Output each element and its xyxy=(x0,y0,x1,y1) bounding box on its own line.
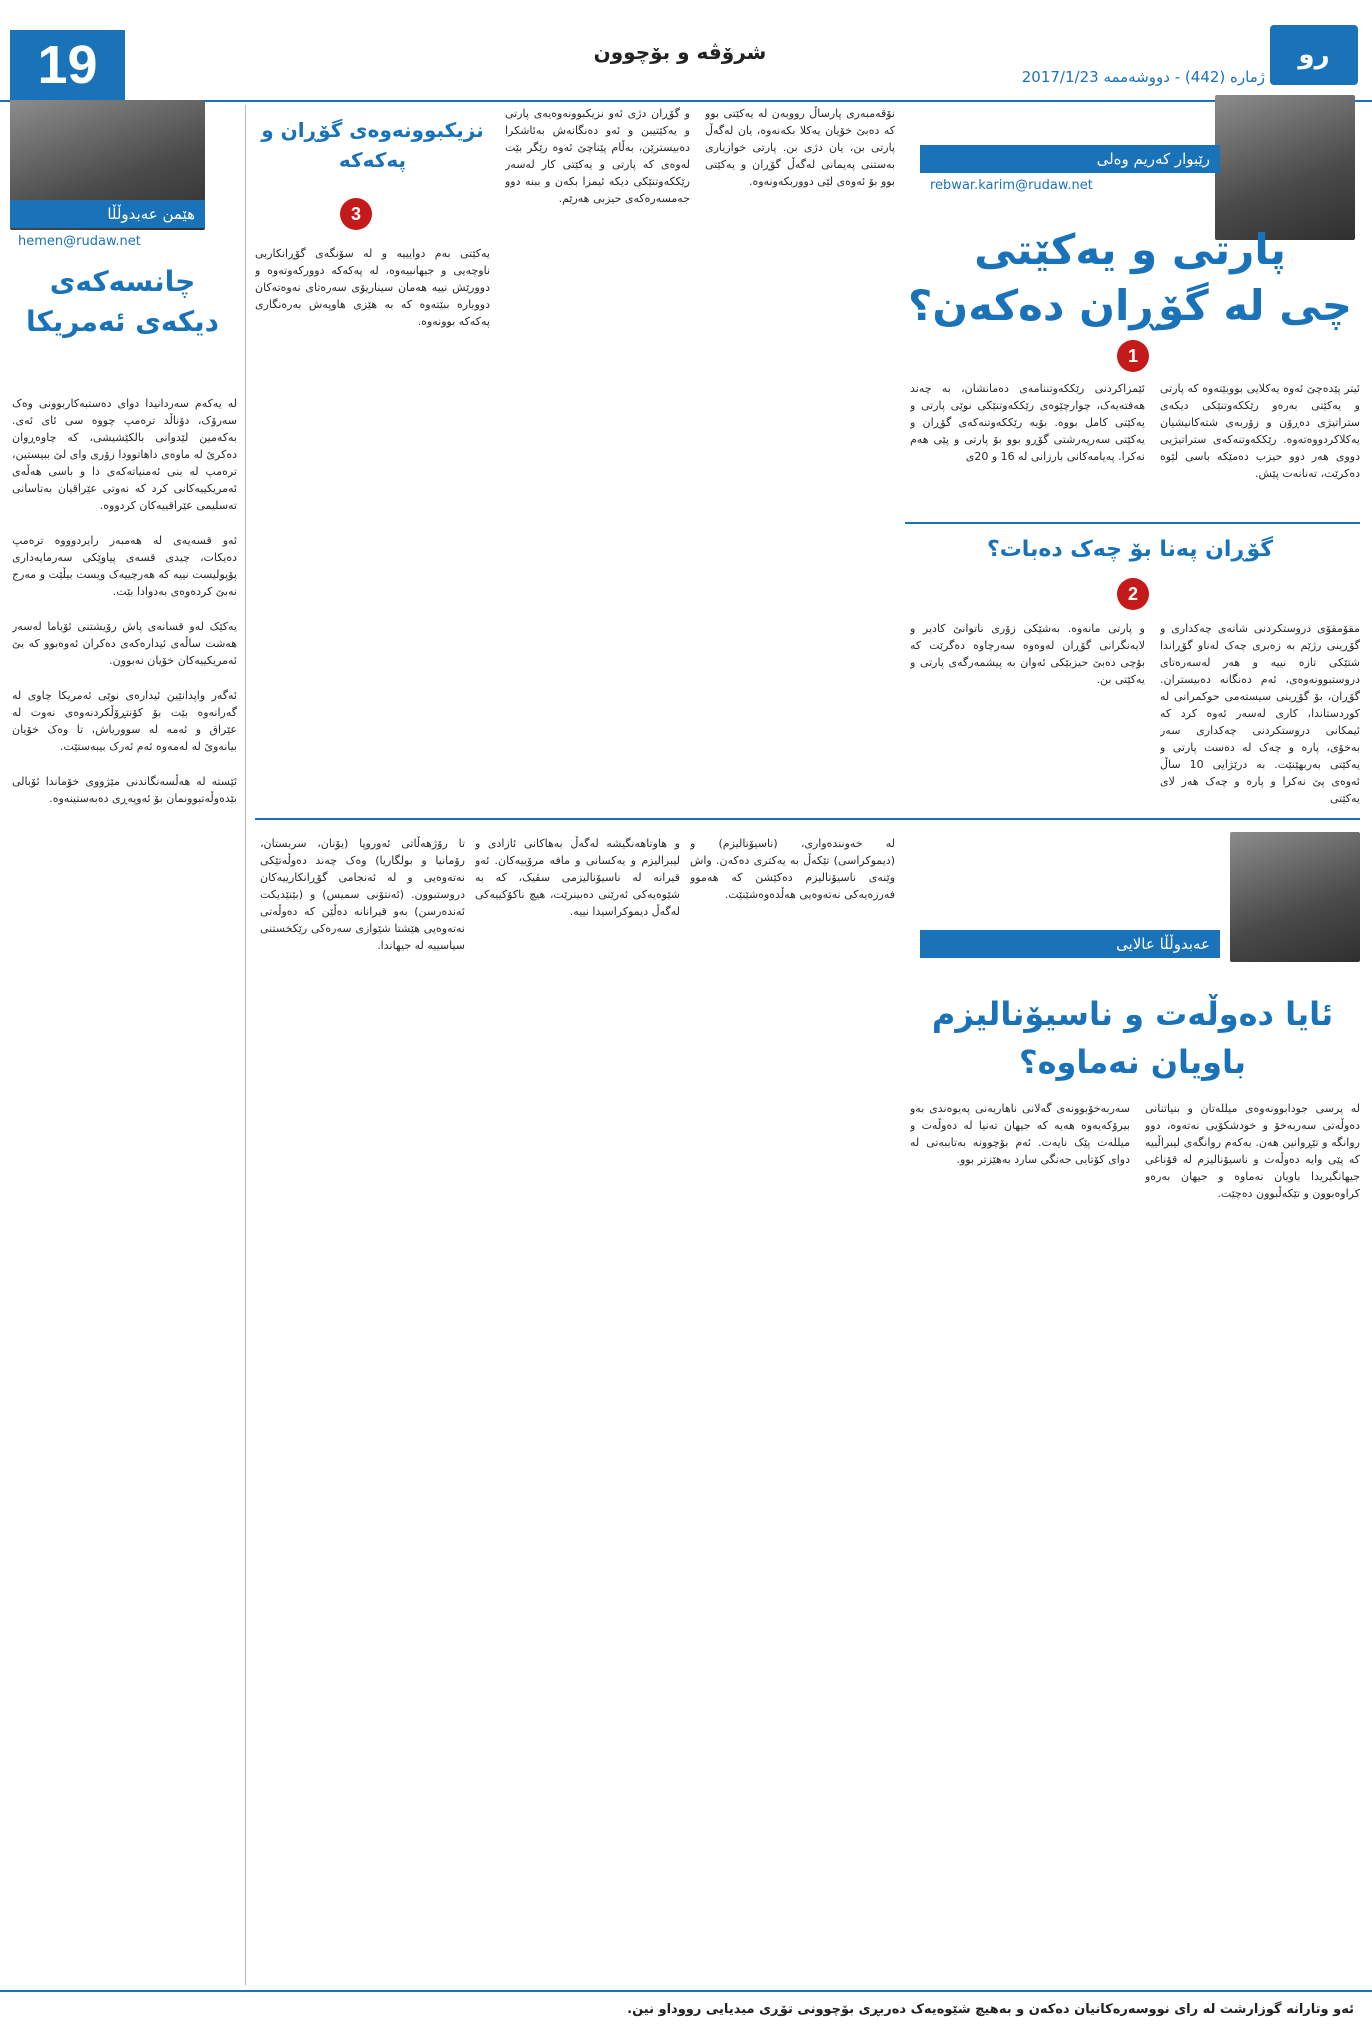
article-number-badge: 1 xyxy=(1117,340,1149,372)
author-photo-abdullah xyxy=(1230,832,1360,962)
author-name-bar: هێمن عەبدوڵڵا xyxy=(10,200,205,228)
article3-col: نۆڤەمبەری پارساڵ رووبەن لە یەکێتی بوو کە دەبێ خۆیان یەکلا بکەنەوە، یان لەگەڵ پارتی بن، یان دژی بن. پارتی خوازیاری بەستنی پەیمانی لەگەڵ گۆڕان و یەکێتی بوو بۆ ئەوەی لێی دووربکەونەوە. xyxy=(705,107,895,188)
author-email[interactable]: rebwar.karim@rudaw.net xyxy=(930,178,1093,193)
section-divider xyxy=(255,818,1360,820)
footer-disclaimer: ئەو وتارانە گوزارشت لە رای نووسەرەکانیان دەکەن و بەهیچ شێوەیەک دەربڕی بۆچوونی تۆڕی میدیایی رووداو نین. xyxy=(0,1990,1372,2034)
page-number: 19 xyxy=(10,30,125,100)
headline-line: باویان نەماوە؟ xyxy=(1019,1043,1246,1081)
article3-col: و گۆڕان دژی ئەو نزیکبوونەوەیەی پارتی و یەکێتیبن و ئەو دەنگانەش بەئاشکرا دەبیسترێن، بەڵام پێناچێ ئەوە رێگر بێت لەوەی کە پارتی و یەکێتی کار لەسەر رێککەوتنێکی دیکە ئیمزا بکەن و ببنە دوو جەمسەرەکەی حیزبی هەرێم. xyxy=(505,107,690,205)
paragraph: ئەگەر واپدانێین ئیدارەی نوێی ئەمریکا چاوی لە گەرانەوە بێت بۆ کۆنتڕۆڵکردنەوەی نەوت لە عێراق و ئەمە لە سووریاش، تا وەک خۆیان بیانەوێ لە لەمەوە ئەم ئەرک بیبەستێت. xyxy=(12,689,237,753)
headline-line: نزیکبوونەوەی گۆڕان و xyxy=(261,118,484,142)
article3-col: یەکێتی بەم دوایییە و لە سۆنگەی گۆڕانکاریی ناوچەیی و جیهانییەوە، لە پەکەکە دوورکەوتەوە و دوورێش نییە هەمان سیناریۆی سەرەتای نەوەتەکان دووبارە ببێتەوە کە بە هێزی هاوپەش بەرەنگاری پەکەکە بوونەوە. xyxy=(255,247,490,328)
rudaw-logo: رو xyxy=(1270,25,1358,85)
article1-col: ئێمزاکردنی رێککەوتننامەی دەمانشان، بە چەند هەفتەیەک، چوارچێوەی رێککەوتنێکی نوێی پارتی و یەکێتی کامل بووە. بۆیە رێککەوتنەکەی گۆڕان و یەکێتی سەرپەرشتی گۆڕو بوو بۆ پارتی و پێی هەم نەکرا. پەیامەکانی بارزانی لە 16 و 20ی xyxy=(910,382,1145,463)
author-email[interactable]: hemen@rudaw.net xyxy=(18,234,141,249)
author-photo-rebwar xyxy=(1215,95,1355,240)
paragraph: ئەو قسەیەی لە هەمبەر رایردوووە ترەمپ دەیکات، چیدی قسەی پیاوێکی سەرمایەداری پۆپولیست نییە کە هەرچییەک ویست بیڵێت و مەرج نەبێ کردەوەی بەدوادا بێت. xyxy=(12,534,237,598)
paragraph: یەکێک لەو قسانەی پاش رۆیشتنی ئۆباما لەسەر هەشت ساڵەی ئیدارەکەی دەکران ئەوەبوو کە بێ ئەمریکییەکان خۆیان نەبوون. xyxy=(12,620,237,667)
article2-subhead: گۆڕان پەنا بۆ چەک دەبات؟ xyxy=(986,537,1274,562)
left-headline: چانسەکەی دیکەی ئەمریکا xyxy=(25,265,220,338)
headline-line: ئایا دەوڵەت و ناسیۆنالیزم xyxy=(931,995,1334,1033)
article4-col: لە پرسی جودابوونەوەی میللەتان و بنیاتنانی دەوڵەتی سەربەخۆ و خودشکۆیی نەتەوە، دوو روانگە و تێڕوانین هەن. یەکەم روانگەی لیبراڵییە کە پێی وایە دەوڵەت و ناسیۆنالیزم لە قۆناغی جیهانگیریدا باویان نەماوە و جیهان بەرەو کراوەبوون و تێکەڵبوون دەچێت. xyxy=(1145,1102,1360,1200)
headline-line: چی لە گۆڕان دەکەن؟ xyxy=(908,281,1352,330)
article-number-badge: 2 xyxy=(1117,578,1149,610)
article4-col: لە خەونندەواری، (ناسیۆنالیزم) و (دیموکراسی) تێکەڵ بە یەکتری دەکەن. واش وێنەی ناسیۆنالیزم دەکێشن کە هەموو فەرزەیەکی نەتەوەیی هەڵدەوەشێنێت. xyxy=(690,837,895,901)
paragraph: ئێستە لە هەڵسەنگاندنی مێژووی خۆماندا ئۆبالی بێدەوڵەتبوونمان بۆ ئەوپەڕی دەبەستینەوە. xyxy=(12,775,237,805)
section-divider xyxy=(905,522,1360,524)
article4-col: تا رۆژهەڵاتی ئەوروپا (یۆنان، سربستان، رۆمانیا و بولگاریا) وەک چەند دەوڵەتێکی نەتەوەیی و لە ئەنجامی گۆڕانکارییەکان دروستبوون. (ئەنتۆنی سمیس) و (بێنێدیکت ئەندەرسن) بەو قیرانانە دەڵێن کە دەوڵەتی نەتەوەیی هێشتا شێوازی سەرەکی رێکخستنی سیاسییە لە جیهاندا. xyxy=(260,837,465,952)
article2-col: و پارتی مانەوە. بەشێکی زۆری ناتوانێ کادیر و لایەنگرانی گۆڕان لەوەوە سەرچاوە دەگرێت کە بۆچی دەبێ حیزبێکی ئەوان بە پیشمەرگەی پارتی و یەکێتی بن. xyxy=(910,622,1145,686)
column-divider xyxy=(245,105,246,1985)
paragraph: لە یەکەم سەردانیدا دوای دەستبەکاربوونی وەک سەرۆک، دۆناڵد ترەمپ چووە سی ئای ئەی. بەکەمین لێدوانی بالکێشیشی، کە چاوەڕوان دەکرێ لە ماوەی داهاتوودا زۆری وای لێ ببیستین، ترەمپ لە بنی ئەمنیاتەکەی دا و باسی هەڵەی ئەمریکییەکانی کرد کە نەوتی عێراقیان بەتاسانی تەسلیمی عێراقییەکان کردووە. xyxy=(12,397,237,512)
article-number-badge: 3 xyxy=(340,198,372,230)
article4-headline xyxy=(905,990,1360,1086)
article1-col: ئیتر پێدەچێ ئەوە یەکلایی بووبێتەوە کە پارتی و یەکێتی بەرەو رێککەوتنێکی دیکەی ستراتیژی دەڕۆن و زۆربەی شتەکانیشیان یەکلاکردووەتەوە. رێککەوتنەکەی ستراتیژیی دووی هەر دوو حیزب دەمێکە باسی لێوە دەکرێت، تەنانەت پێش. xyxy=(1160,382,1360,480)
left-article-body xyxy=(12,395,237,1980)
issue-info: ژمارە (442) - دووشەممە 2017/1/23 xyxy=(1021,68,1265,86)
section-title: شرۆڤە و بۆچوون xyxy=(593,40,767,64)
headline-line: پارتی و یەکێتی xyxy=(974,225,1286,274)
article4-col: سەربەخۆبوونەی گەلانی ناهاریەنی پەیوەندی بەو بیرۆکەیەوە هەیە کە جیهان تەنیا لە دەوڵەت و میللەت پێک نایەت. ئەم بۆچوونە بەتایبەتی لە دوای کۆتایی جەنگی سارد بەهێزتر بوو. xyxy=(910,1102,1130,1166)
author-name-bar: عەبدوڵڵا عالایی xyxy=(920,930,1220,958)
author-name-bar: رێبوار کەریم وەلی xyxy=(920,145,1220,173)
article4-col: و هاوتاهەنگیشە لەگەڵ بەهاکانی ئازادی و لیبرالیزم و یەکسانی و مافە مرۆییەکان. ئەو قیرانە لە ناسیۆنالیزمی سڤیک، کە بە شێوەیەکی ئەرێنی دەبینرێت، هیچ ناکۆکییەکی لەگەڵ دیموکراسیدا نییە. xyxy=(475,837,680,918)
article1-headline xyxy=(905,222,1355,334)
headline-line: پەکەکە xyxy=(338,148,407,172)
article3-headline xyxy=(255,115,490,175)
article2-col: مقۆمقۆی دروستکردنی شانەی چەکداری و گۆڕینی رژێم بە زەبری چەک لەناو گۆڕاندا شتێکی تازە نییە و هەر لەسەرەتای دروستبوونەوەی، ئەم دەنگانە دەبیستران. گۆڕان، بۆ گۆڕینی سیستەمی حوکمرانی لە کوردستاندا، کاری لەسەر ئەوە کرد کە ئیمکانی دروستکردنی چەکداری سەر بەخۆی، پارە و چەک لە دەست پارتی و یەکێتی بەربهێنێت. بە درێژایی 10 ساڵ ئەوەی پێ نەکرا و پارە و چەک هەر لای یەکێتی xyxy=(1160,622,1360,805)
